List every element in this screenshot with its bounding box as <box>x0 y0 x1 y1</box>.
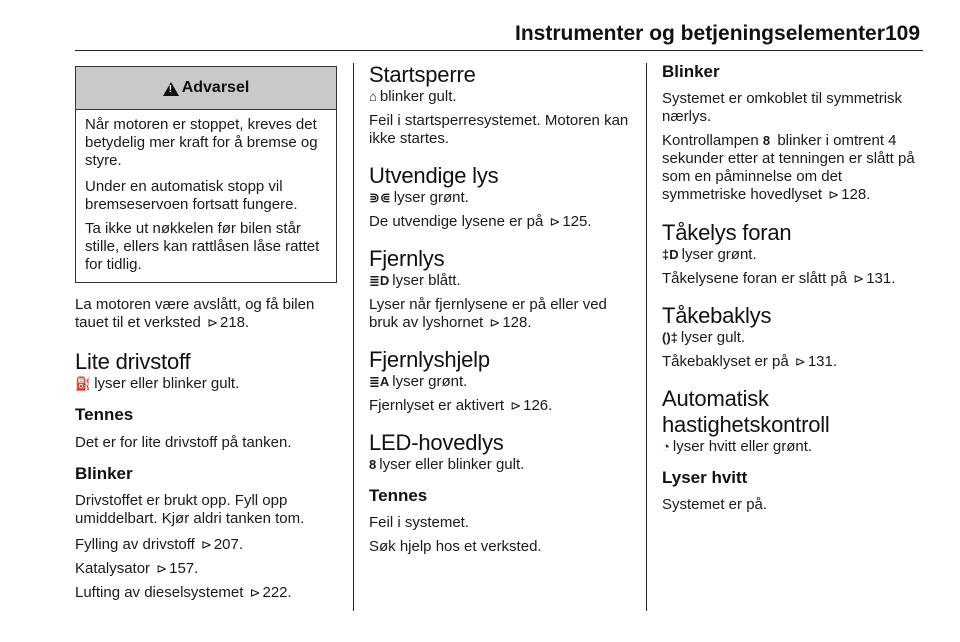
status-line <box>662 246 924 264</box>
led-headlight-icon: 8 <box>762 133 771 148</box>
page-reference: 125. <box>562 213 592 230</box>
reference-arrow-icon: ⊳ <box>207 315 218 330</box>
header-rule <box>75 50 923 51</box>
reference-arrow-icon: ⊳ <box>249 585 261 600</box>
lamp-text: blinker i omtrent 4 sekunder etter at tenningen er slått på som en påminnelse om det symmetriske hovedlyset <box>662 132 915 203</box>
warning-body <box>76 110 336 282</box>
ext-text: De utvendige lysene er på <box>369 213 544 230</box>
status-text: lyser gult. <box>680 329 746 346</box>
page-title: Instrumenter og betjeningselementer <box>515 22 885 45</box>
status-text: lyser grønt. <box>392 373 468 390</box>
page-reference: 128. <box>502 314 532 331</box>
page-reference: 218. <box>219 314 250 331</box>
high-beam-icon: ≣D <box>369 273 390 288</box>
refuel-text: Fylling av drivstoff <box>75 536 195 553</box>
paragraph: Feil i systemet. <box>369 514 470 531</box>
paragraph <box>369 213 631 231</box>
fog-text: Tåkelysene foran er slått på <box>662 270 848 287</box>
led-headlight-icon: 8 <box>369 457 377 472</box>
tow-text: La motoren være avslått, og få bilen tauet til et verksted <box>75 296 315 331</box>
subheading: Blinker <box>662 62 720 81</box>
warning-title: Advarsel <box>181 79 250 96</box>
heading-line: Automatisk <box>662 386 769 411</box>
page-number: 109 <box>885 22 921 45</box>
page-reference: 126. <box>523 397 553 414</box>
column-divider-1 <box>353 63 354 611</box>
status-line <box>662 329 924 347</box>
status-line <box>369 189 631 207</box>
lamp-text: Kontrollampen <box>662 132 759 149</box>
paragraph <box>662 270 924 288</box>
status-line <box>75 375 338 393</box>
section-heading: Lite drivstoff <box>75 349 191 374</box>
section-heading: Tåkelys foran <box>662 220 792 245</box>
page-reference: 222. <box>262 584 292 601</box>
high-beam-assist-icon: ≣A <box>369 374 390 389</box>
paragraph: Systemet er omkoblet til symmetrisk nærlys. <box>662 90 903 125</box>
paragraph <box>662 132 924 204</box>
subheading: Tennes <box>75 405 134 424</box>
paragraph <box>662 353 924 371</box>
page-reference: 157. <box>169 560 199 577</box>
status-text: blinker gult. <box>379 88 457 105</box>
section-heading: Startsperre <box>369 62 476 87</box>
section-heading: Fjernlyshjelp <box>369 347 490 372</box>
front-fog-light-icon: ‡D <box>662 247 679 262</box>
paragraph <box>75 296 338 332</box>
reference-arrow-icon: ⊳ <box>794 354 806 369</box>
car-key-icon: ⌂ <box>369 89 377 104</box>
column-1 <box>75 66 338 602</box>
status-line <box>369 88 631 106</box>
paragraph: Søk hjelp hos et verksted. <box>369 538 542 555</box>
status-text: lyser blått. <box>392 272 461 289</box>
paragraph <box>75 536 338 554</box>
reference-arrow-icon: ⊳ <box>549 214 561 229</box>
status-text: lyser eller blinker gult. <box>379 456 525 473</box>
status-text: lyser eller blinker gult. <box>94 375 240 392</box>
status-text: lyser grønt. <box>393 189 469 206</box>
paragraph <box>75 560 338 578</box>
column-3 <box>662 62 924 514</box>
reference-arrow-icon: ⊳ <box>510 398 522 413</box>
rear-fog-light-icon: ()‡ <box>662 330 678 345</box>
column-2 <box>369 62 631 556</box>
assist-text: Fjernlyset er aktivert <box>369 397 505 414</box>
page-reference: 128. <box>841 186 871 203</box>
column-divider-2 <box>646 63 647 611</box>
status-line <box>662 438 924 456</box>
page-reference: 207. <box>213 536 244 553</box>
paragraph: Drivstoffet er brukt opp. Fyll opp umiddelbart. Kjør aldri tanken tom. <box>75 492 305 527</box>
status-text: lyser hvitt eller grønt. <box>672 438 813 455</box>
catalyst-text: Katalysator <box>75 560 151 577</box>
high-text: Lyser når fjernlysene er på eller ved bruk av lyshornet <box>369 296 607 331</box>
warning-header <box>76 67 336 110</box>
side-lights-icon: ⋑⋐ <box>369 190 391 205</box>
paragraph: Det er for lite drivstoff på tanken. <box>75 434 292 451</box>
page-reference: 131. <box>866 270 896 287</box>
section-heading: LED-hovedlys <box>369 430 504 455</box>
status-text: lyser grønt. <box>681 246 757 263</box>
reference-arrow-icon: ⊳ <box>853 271 865 286</box>
subheading: Lyser hvitt <box>662 468 748 487</box>
paragraph <box>369 296 631 332</box>
subheading: Tennes <box>369 486 428 505</box>
section-heading <box>662 386 924 438</box>
heading-line: hastighetskontroll <box>662 412 830 437</box>
section-heading: Fjernlys <box>369 246 445 271</box>
warning-paragraph: Ta ikke ut nøkkelen før bilen står stille, ellers kan rattlåsen låse rattet for tidlig. <box>85 220 320 273</box>
paragraph <box>369 397 631 415</box>
status-line <box>369 456 631 474</box>
section-heading: Utvendige lys <box>369 163 499 188</box>
section-heading: Tåkebaklys <box>662 303 772 328</box>
warning-box <box>75 66 337 283</box>
reference-arrow-icon: ⊳ <box>156 561 168 576</box>
warning-paragraph: Når motoren er stoppet, kreves det betydelig mer kraft for å bremse og styre. <box>85 116 318 169</box>
status-line <box>369 272 631 290</box>
warning-icon <box>163 82 179 96</box>
paragraph: Systemet er på. <box>662 496 768 513</box>
reference-arrow-icon: ⊳ <box>489 315 501 330</box>
paragraph <box>75 584 338 602</box>
status-line <box>369 373 631 391</box>
reference-arrow-icon: ⊳ <box>828 187 840 202</box>
bleed-text: Lufting av dieselsystemet <box>75 584 244 601</box>
page-reference: 131. <box>807 353 838 370</box>
warning-paragraph: Under en automatisk stopp vil bremseservoen fortsatt fungere. <box>85 178 298 213</box>
paragraph: Feil i startsperresystemet. Motoren kan ikke startes. <box>369 112 629 147</box>
fuel-pump-icon: ⛽ <box>75 376 92 391</box>
cruise-control-icon: ◔ <box>662 439 670 454</box>
rear-text: Tåkebaklyset er på <box>662 353 789 370</box>
subheading: Blinker <box>75 464 133 483</box>
reference-arrow-icon: ⊳ <box>200 537 212 552</box>
